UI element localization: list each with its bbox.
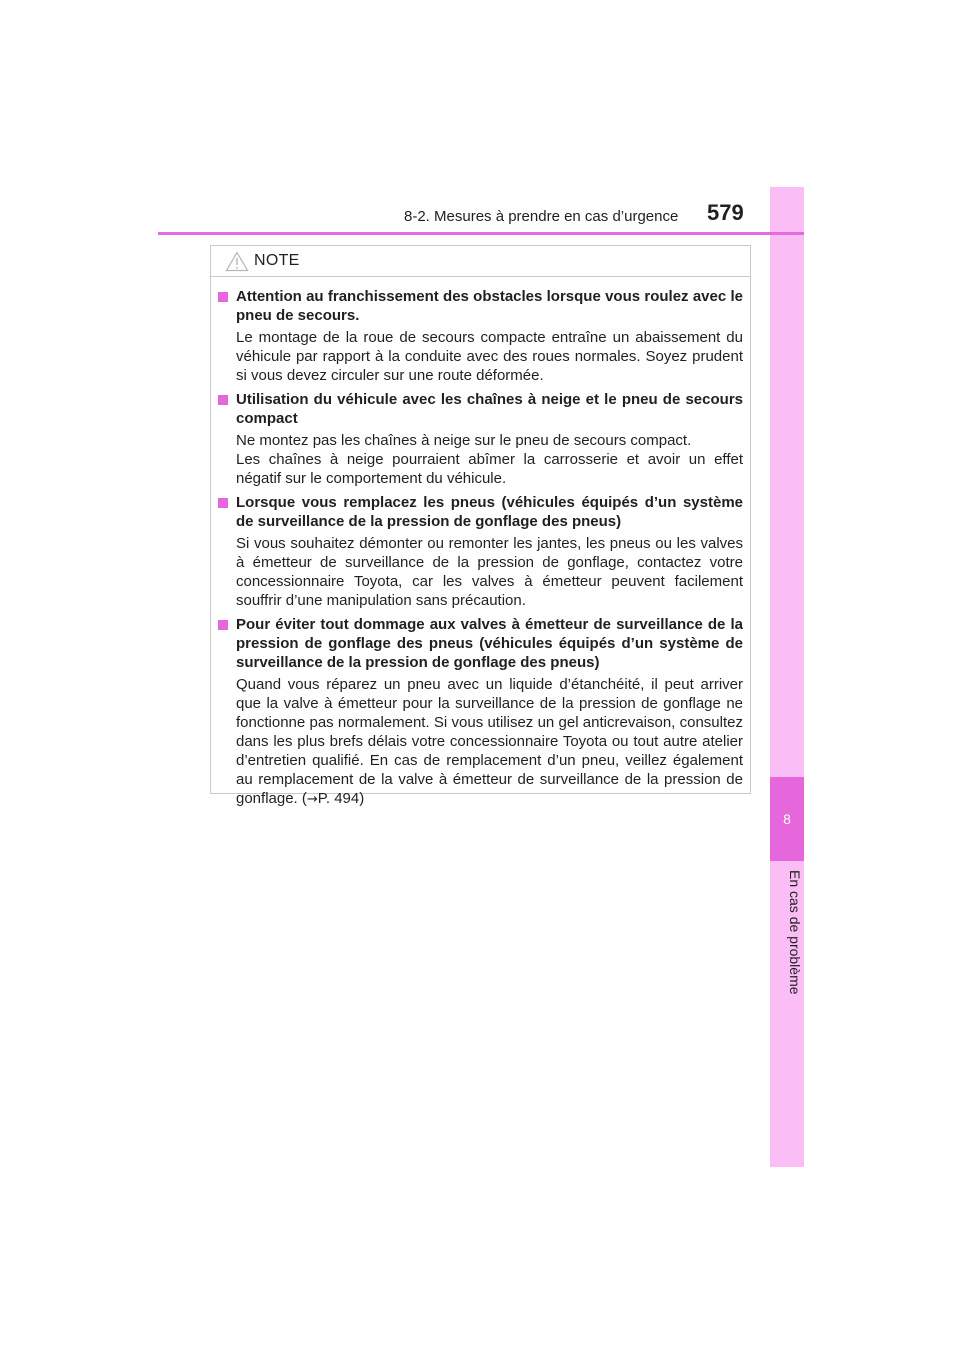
item-text — [236, 431, 743, 488]
bullet-square-icon — [218, 292, 229, 385]
note-item-spare-tire-obstacles — [218, 287, 743, 385]
section-title: 8-2. Mesures à prendre en cas d’urgence — [404, 208, 679, 225]
note-title: NOTE — [254, 252, 300, 269]
side-tab — [770, 187, 804, 1167]
item-title: Pour éviter tout dommage aux valves à émetteur de surveillance de la pression de gonflage des pneus (véhicules équipés d’un système de surveillance de la pression de gonflage des pneus) — [236, 616, 743, 671]
note-header — [211, 246, 750, 277]
bullet-square-icon — [218, 498, 229, 610]
item-paragraph — [236, 675, 743, 809]
item-paragraph: Ne montez pas les chaînes à neige sur le pneu de secours compact. — [236, 432, 692, 449]
note-body — [211, 277, 750, 809]
item-text — [236, 534, 743, 610]
item-paragraph: Le montage de la roue de secours compacte entraîne un abaissement du véhicule par rapport à la conduite avec des roues normales. Soyez prudent si vous devez circuler sur une route déformée. — [236, 329, 743, 384]
item-title: Utilisation du véhicule avec les chaînes à neige et le pneu de secours compact — [236, 391, 743, 427]
chapter-number-box — [770, 777, 804, 861]
chapter-number: 8 — [783, 811, 791, 827]
page-reference-link[interactable]: P. 494 — [317, 790, 360, 807]
note-item-valve-damage — [218, 615, 743, 809]
bullet-square-icon — [218, 620, 229, 809]
note-item-snow-chains — [218, 390, 743, 488]
item-title: Lorsque vous remplacez les pneus (véhicules équipés d’un système de surveillance de la pression de gonflage des pneus) — [236, 494, 743, 530]
warning-triangle-icon — [225, 251, 249, 272]
item-paragraph-text: Quand vous réparez un pneu avec un liquide d’étanchéité, il peut arriver que la valve à émetteur pour la surveillance de la pression de gonflage ne fonctionne pas normalement. Si vous utilisez un gel anticrevaison, consultez dans les plus brefs délais votre concessionnaire Toyota ou tout autre atelier d’entretien qualifié. En cas de remplacement d’un pneu, veillez également au remplacement de la valve à émetteur de surveillance de la pression de gonflage. ( — [236, 676, 743, 807]
arrow-right-icon: → — [306, 792, 318, 807]
bullet-square-icon — [218, 395, 229, 488]
page-number: 579 — [707, 200, 744, 225]
note-item-replacing-tires — [218, 493, 743, 610]
item-text — [236, 675, 743, 809]
header-rule — [158, 232, 804, 235]
item-paragraph: Si vous souhaitez démonter ou remonter les jantes, les pneus ou les valves à émetteur de surveillance de la pression de gonflage, contactez votre concessionnaire Toyota, car les valves à émetteur peuvent facilement souffrir d’une manipulation sans précaution. — [236, 535, 743, 609]
item-paragraph: Les chaînes à neige pourraient abîmer la carrosserie et avoir un effet négatif sur le comportement du véhicule. — [236, 451, 743, 487]
note-box — [210, 245, 751, 807]
chapter-title: En cas de problème — [787, 870, 803, 995]
item-text — [236, 328, 743, 385]
reference-close: ) — [359, 790, 365, 807]
item-title: Attention au franchissement des obstacles lorsque vous roulez avec le pneu de secours. — [236, 288, 743, 324]
